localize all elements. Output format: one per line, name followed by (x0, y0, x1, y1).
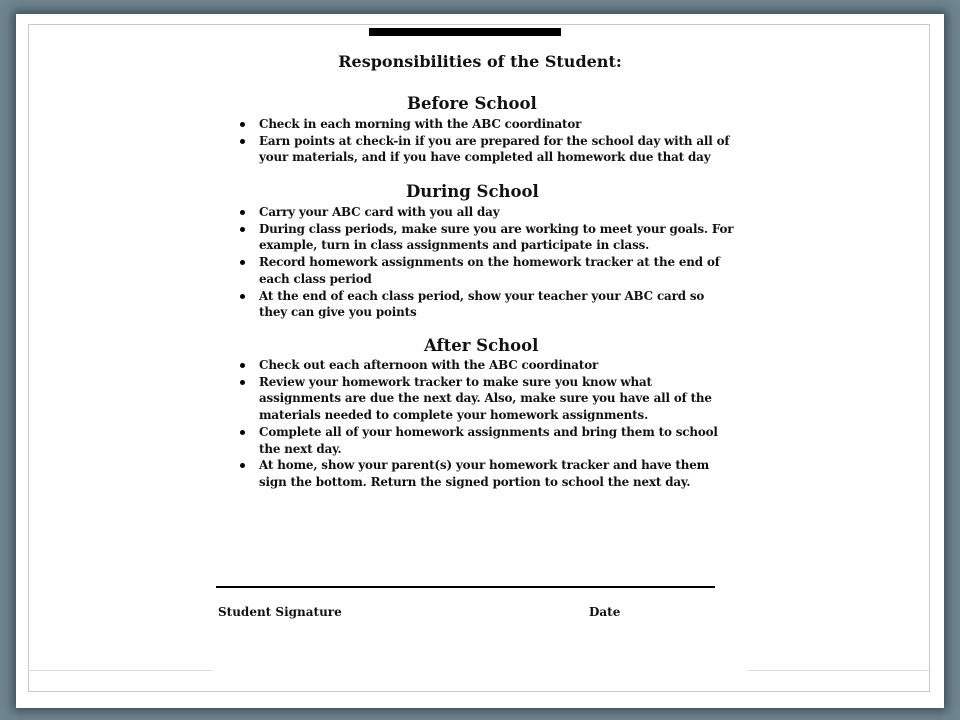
fold-mask (212, 664, 748, 678)
after-school-list (234, 357, 734, 491)
bullet-icon (240, 227, 245, 232)
bullet-icon (240, 210, 245, 215)
list-item: Earn points at check-in if you are prepared for the school day with all of your materials, and if you have completed all homework due that day (234, 133, 734, 166)
list-item: Carry your ABC card with you all day (234, 204, 734, 221)
list-item: Record homework assignments on the homework tracker at the end of each class period (234, 254, 734, 287)
document-page (16, 14, 944, 708)
student-signature-label: Student Signature (218, 605, 342, 619)
list-item: Check in each morning with the ABC coordinator (234, 116, 734, 133)
bullet-icon (240, 294, 245, 299)
bullet-icon (240, 139, 245, 144)
top-rule (369, 28, 561, 36)
list-item: Complete all of your homework assignments and bring them to school the next day. (234, 424, 734, 457)
list-item: At the end of each class period, show your teacher your ABC card so they can give you points (234, 288, 734, 321)
bullet-icon (240, 260, 245, 265)
during-school-list (234, 204, 734, 321)
list-item: During class periods, make sure you are working to meet your goals. For example, turn in class assignments and participate in class. (234, 221, 734, 254)
bullet-icon (240, 380, 245, 385)
before-school-list (234, 116, 734, 166)
signature-line (216, 586, 715, 588)
list-item: Check out each afternoon with the ABC coordinator (234, 357, 734, 374)
list-item: At home, show your parent(s) your homework tracker and have them sign the bottom. Return the signed portion to school the next day. (234, 457, 734, 490)
bullet-icon (240, 363, 245, 368)
section-heading-before-school: Before School (407, 94, 537, 113)
document-title: Responsibilities of the Student: (338, 52, 622, 71)
bullet-icon (240, 122, 245, 127)
bullet-icon (240, 430, 245, 435)
section-heading-after-school: After School (424, 336, 539, 355)
section-heading-during-school: During School (406, 182, 539, 201)
date-label: Date (589, 605, 621, 619)
bullet-icon (240, 463, 245, 468)
list-item: Review your homework tracker to make sure you know what assignments are due the next day. Also, make sure you have all of the materials needed to complete your homework assignments. (234, 374, 734, 424)
